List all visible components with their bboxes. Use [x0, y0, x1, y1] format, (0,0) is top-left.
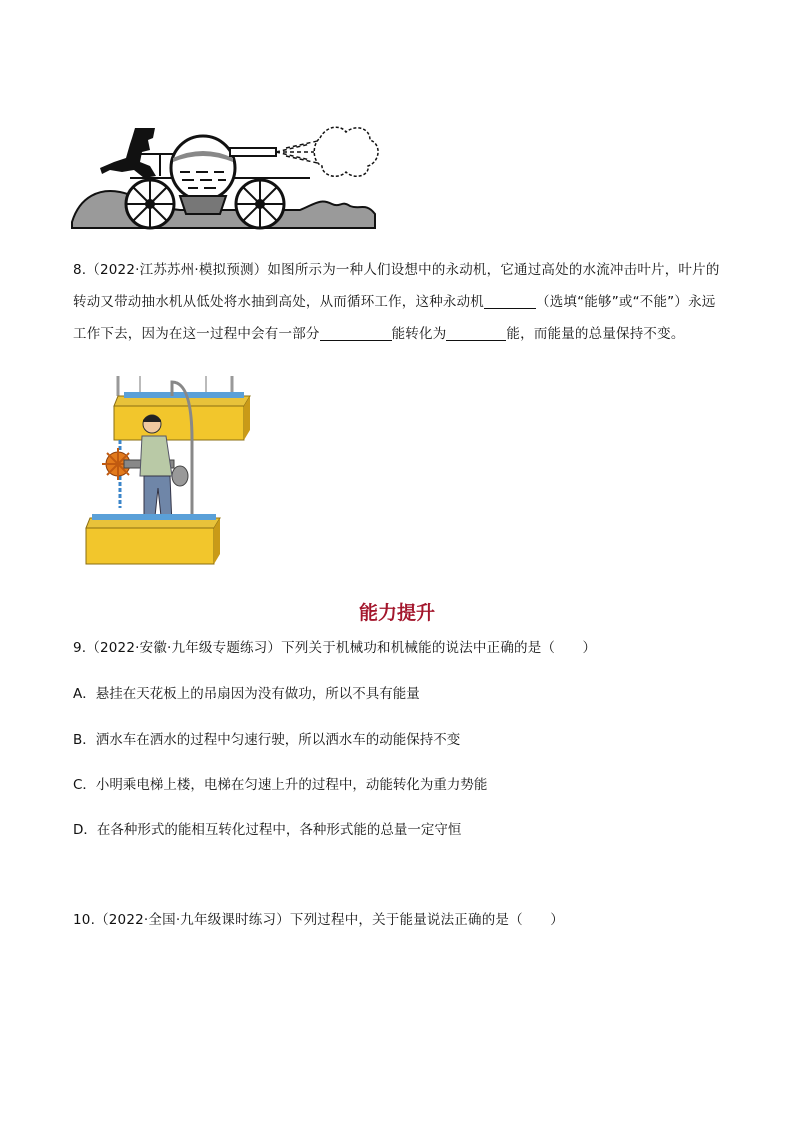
q9-stem: 9.（2022·安徽·九年级专题练习）下列关于机械功和机械能的说法中正确的是（ ）: [73, 640, 597, 656]
q9-option-d[interactable]: D．在各种形式的能相互转化过程中，各种形式能的总量一定守恒: [73, 822, 462, 838]
answer-blank-2[interactable]: [320, 324, 392, 341]
perpetual-motion-figure: [84, 376, 254, 568]
steam-cart-figure: [70, 118, 390, 236]
q8-line2: [73, 286, 733, 318]
answer-blank-1[interactable]: [484, 292, 536, 309]
q8-text: [73, 254, 733, 350]
q8-line3-part-a: 工作下去，因为在这一过程中会有一部分: [73, 326, 320, 342]
q10-stem: 10.（2022·全国·九年级课时练习）下列过程中，关于能量说法正确的是（ ）: [73, 912, 564, 928]
q9-option-a[interactable]: A．悬挂在天花板上的吊扇因为没有做功，所以不具有能量: [73, 686, 420, 702]
q8-line2-part-a: 转动又带动抽水机从低处将水抽到高处，从而循环工作，这种永动机: [73, 294, 484, 310]
q8-line3-part-b: 能转化为: [391, 326, 447, 342]
answer-blank-3[interactable]: [446, 324, 506, 341]
section-title: 能力提升: [358, 602, 435, 624]
q9-option-c[interactable]: C．小明乘电梯上楼，电梯在匀速上升的过程中，动能转化为重力势能: [73, 777, 488, 793]
q9-option-b[interactable]: B．洒水车在洒水的过程中匀速行驶，所以洒水车的动能保持不变: [73, 732, 461, 748]
q8-line2-part-b: （选填“能够”或“不能”）永远: [536, 294, 716, 310]
q8-line3-part-c: 能，而能量的总量保持不变。: [506, 326, 685, 342]
q8-line3: [73, 318, 733, 350]
q8-line1: 8.（2022·江苏苏州·模拟预测）如图所示为一种人们设想中的永动机，它通过高处的水流冲击叶片，叶片的: [73, 262, 720, 278]
